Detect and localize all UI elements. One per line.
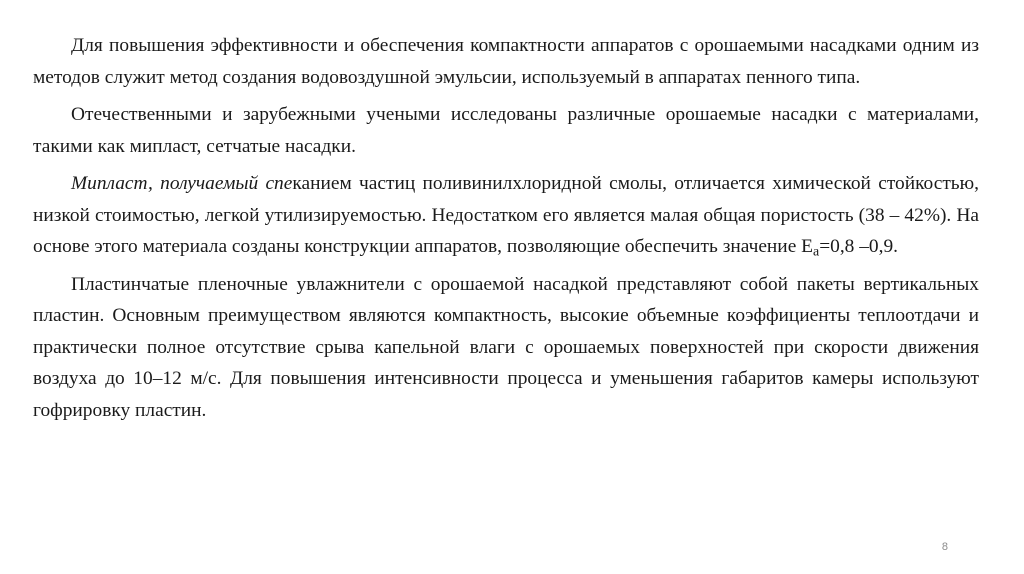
paragraph-3-text-end: =0,8 –0,9. bbox=[819, 236, 899, 257]
paragraph-1-text: Для повышения эффективности и обеспечения компактности аппаратов с орошаемыми насадками одним из методов служит метод создания водовоздушной эмульсии, используемый в аппаратах пенного типа. bbox=[33, 35, 979, 88]
paragraph-2 bbox=[33, 99, 979, 162]
paragraph-4-text: Пластинчатые пленочные увлажнители с орошаемой насадкой представляют собой пакеты вертикальных пластин. Основным преимуществом являются компактность, высокие объемные коэффициенты теплоотдачи и практически полное отсутствие срыва капельной влаги с орошаемых поверхностей при скорости движения воздуха до 10–12 м/с. Для повышения интенсивности процесса и уменьшения габаритов камеры используют гофрировку пластин. bbox=[33, 273, 979, 421]
paragraph-3-text: канием частиц поливинилхлоридной смолы, отличается химической стойкостью, низкой стоимостью, легкой утилизируемостью. Недостатком его является малая общая пористость (38 – 42%). На основе этого материала созданы конструкции аппаратов, позволяющие обеспечить значение E bbox=[33, 173, 979, 257]
page-number: 8 bbox=[941, 541, 948, 553]
paragraph-3-italic-lead: Мипласт, получаемый спе bbox=[71, 173, 293, 194]
document-body bbox=[33, 30, 979, 426]
paragraph-2-text: Отечественными и зарубежными учеными исследованы различные орошаемые насадки с материалами, такими как мипласт, сетчатые насадки. bbox=[33, 104, 979, 157]
paragraph-4 bbox=[33, 269, 979, 427]
paragraph-1 bbox=[33, 30, 979, 93]
paragraph-3-subscript: a bbox=[813, 244, 820, 260]
paragraph-3 bbox=[33, 168, 979, 263]
